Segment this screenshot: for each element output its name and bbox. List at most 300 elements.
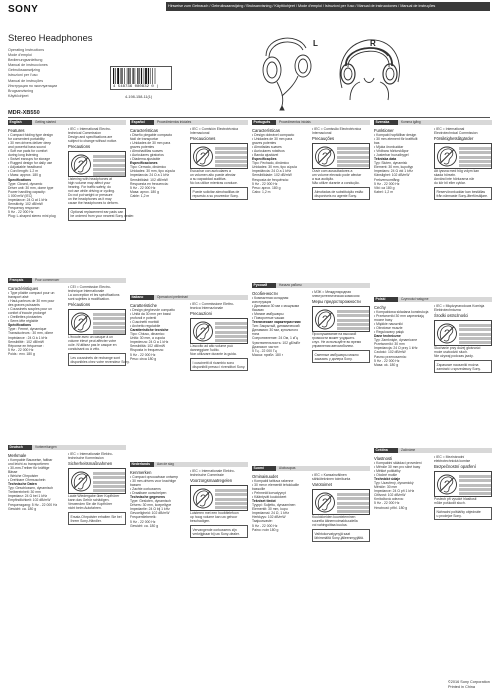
warning-line [459,160,491,163]
text-line: Verwenden Sie die Kopfhörer [68,502,113,507]
text-line: Treibereinheit: 30 mm [8,490,41,495]
text-line: Do not put weight or pressure [68,193,113,198]
language-header [374,120,492,125]
text-line: a su capacidad auditiva. [190,177,227,182]
text-line: skada hörseln. [434,173,457,178]
language-name: Русский [252,283,276,288]
warning-line [215,156,247,159]
text-line: op hoog volume kan uw gehoor [190,515,238,520]
text-line: • Měniče 30 mm pro silné basy [374,465,421,470]
text-line: L'écoute avec un casque à un [68,335,113,340]
text-line: 5 Hz - 22 000 Hz [374,358,400,363]
right-text-column [312,127,370,200]
text-line: • Mass: approx. 180 g [8,173,41,178]
text-line: Cable: 1,2 m [130,193,150,198]
text-line: Taajuusvaste: [252,519,273,524]
language-name: Suomi [252,466,276,471]
text-line: Impedanz: 24 Ω bei 1 kHz [8,494,48,499]
section-heading: Funktioner [374,128,394,133]
text-line: • Мягкие амбушюры [252,312,284,317]
text-line: • Kompaktowa składana konstrukcja [374,310,429,314]
warning-line [337,323,369,326]
warning-box [190,485,248,511]
right-text-column [312,290,370,363]
warning-line [215,160,247,163]
text-line: Sensibilité : 102 dB/mW [8,339,44,344]
warning-line [459,475,491,478]
language-name: Deutsch [8,445,32,450]
hearing-warning-icon [193,488,213,509]
text-line: • Design dobrável compacto [252,133,295,137]
note-box [190,525,248,538]
top-language-strip: Hinweise zum Gebrauch / Gebruiksaanwijzing / Bruksanvisning / Käyttöohjeet / Mode d'emploi / Istruzioni per l'uso / Manual de instrucciones / Manual de instruções [166,2,490,11]
text-line: Чувствительность: 102 дБ/мВт [252,340,301,345]
text-line: Citlivost: 102 dB/mW [374,493,406,498]
text-line: Hmotnost: přibl. 180 g [374,505,408,510]
note-box [434,507,492,520]
warning-text [459,474,491,497]
note-box [68,512,126,525]
warning-box [434,471,492,497]
left-text-column [374,304,429,367]
text-line: Czułość: 102 dB/mW [374,350,406,355]
warning-line [337,327,369,330]
language-header [252,283,370,288]
warning-line [459,337,491,340]
text-line: Luisteren met een hoofdtelefoon [190,511,239,516]
text-line: • Archetto regolabile [130,324,161,329]
right-text-column [68,285,130,366]
language-topic: Komma igång [401,120,421,124]
left-text-column [130,127,185,198]
text-line: Masa: aprox. 180 g [130,189,160,194]
warning-line [337,510,369,513]
subheading: Specifications [8,177,31,182]
text-line: subject to change without notice. [68,139,118,144]
hearing-warning-icon [193,321,213,342]
note-line: Almofadas de substituição estão [314,189,364,194]
text-line: Vikt: ca 180 g [374,185,395,190]
note-line: disponibili presso i rivenditori Sony. [192,364,246,369]
text-line: Gevoeligheid: 102 dB/mW [130,511,170,516]
note-line: Zapasowe nauszniki można [436,362,479,367]
text-line: • IEC = Międzynarodowa Komisja [434,304,485,308]
warning-line [459,324,491,327]
text-line: Impedancia: 24 Ω a 1 kHz [130,173,170,178]
text-line: Impedanssi: 24 Ω, 1 kHz [252,511,290,516]
language-header [130,295,248,300]
warning-box [312,489,370,515]
section-heading: Kenmerken [130,470,152,475]
document-title: Stereo Headphones [8,33,93,44]
note-line: Ihrem Sony-Händler. [70,518,102,523]
language-section [252,120,370,198]
text-line: Att lyssna med hög volym kan [434,169,480,174]
language-name: English [8,120,32,125]
text-line: Listening with headphones at [68,177,112,182]
warning-line [215,498,247,501]
text-line: um volume elevado pode afectar [312,173,362,178]
text-line: 5 Гц - 22 000 Гц [252,348,277,353]
language-section [130,120,248,198]
text-line: 5 Hz - 22 000 Hz [252,523,278,528]
text-line: Sensibilità: 102 dB/mW [130,344,166,349]
section-heading: Меры предосторожности [312,299,361,305]
text-line: • IEC = Internationale Elektro- [68,452,113,456]
text-line: • 30 mm drivers deliver deep [8,141,52,146]
subheading: Caratteristiche tecniche [130,328,169,333]
text-line: • Поворотные чашки [252,316,285,321]
text-line: • Przetworniki 30 mm zapewniają [374,314,424,319]
hearing-warning-icon [71,154,91,175]
text-line: Type: Gesloten, dynamisch [130,499,171,504]
text-line: басами [252,308,264,313]
text-line: Tipo: Chiuso, dinamico [130,332,165,337]
text-line: • Justerbar huvudbygel [374,153,409,158]
op-line: Bedienungsanleitung [8,58,43,63]
text-line: • Unidades de 30 mm para [130,141,171,146]
text-line: Sensitivity: 102 dB/mW [8,201,43,206]
barcode-icon [113,68,169,84]
note-line: Optional replacement ear pads can [70,210,124,215]
text-line: Escuchar con auriculares a [190,169,231,174]
op-line: Gebruiksaanwijzing [8,68,40,73]
text-line: • IEC = International Electro- [68,127,111,131]
warning-line [93,317,125,320]
text-line: Impedenza: 24 Ω a 1 kHz [130,340,169,345]
text-line: Диапазон частот: [252,344,280,349]
text-line: des graves puissants [8,303,40,308]
section-heading: Features [8,128,25,133]
text-line: nicht beim Autofahren. [68,506,102,511]
text-line: beschadigen. [190,519,211,524]
hearing-warning-icon [193,146,213,167]
footer-info [448,680,490,689]
note-box [434,187,492,200]
text-line: Peso: aprox. 180 g [252,185,281,190]
language-name: Nederlands [130,462,154,467]
warning-line [215,147,247,150]
text-line: Resposta de frequência: [252,177,289,182]
text-line: Typ: Geschlossen, dynamisch [8,486,54,491]
right-text-column [434,127,492,200]
text-line: Сопротивление: 24 Ом, 1 кГц [252,336,299,341]
text-line: • Otočné mušle [374,473,398,478]
warning-line [459,164,491,167]
warning-line [215,489,247,492]
warning-text [93,154,125,177]
text-line: • Kääntyvät kuulokkeet [252,495,287,500]
hearing-warning-icon [315,309,335,330]
text-line: a sua audição. [312,177,335,182]
warning-line [215,151,247,154]
text-line: • Swivel earcups for storage [8,157,51,162]
text-line: • Miękkie nauszniki [374,322,403,327]
text-line: • Adjustable headband [8,165,42,170]
section-heading: Sicherheitsmaßnahmen [68,461,113,467]
language-section [8,120,135,219]
note-line: Reservöronkuddar kan beställas [436,189,486,194]
warning-line [215,506,247,509]
text-line: graves potentes [252,141,277,146]
text-line: • Auriculares rotativos [252,149,285,154]
text-line: Tipo: Fechado, dinâmico [252,161,290,166]
part-number: 4-198-158-11(1) [125,95,153,99]
note-line: I cuscinetti di ricambio sono [192,360,235,365]
text-line: • Haut-parleurs de 30 mm pour [8,299,55,304]
text-line: 5 Hz - 22 000 Hz [130,352,156,357]
section-heading: Precauciones [190,136,216,142]
language-name: Français [8,278,32,283]
text-line: • МЭК = Международная [312,290,351,294]
text-line: Não utilize durante a condução. [312,181,360,186]
warning-text [459,323,491,346]
language-name: Čeština [374,448,398,453]
note-box [434,360,492,373]
warning-text [337,309,369,332]
text-line: Тип: Закрытый, динамический [252,324,300,329]
section-heading: Bezpečnostní opatření [434,464,476,470]
warning-line [215,331,247,334]
language-topic: Getting started [35,120,56,124]
text-line: Paino: noin 180 g [252,527,279,532]
warning-box [68,151,126,177]
text-line: Bässe [8,470,18,475]
left-text-column [8,452,63,511]
subheading: Especificações [252,157,277,162]
text-line: • IEC = Comisión Electrotécnica [190,127,239,131]
warning-line [215,339,247,342]
language-header [8,445,126,450]
text-line: może uszkodzić słuch. [434,350,468,355]
warning-line [93,472,125,475]
left-text-column [130,469,185,528]
warning-box [434,143,492,169]
text-line: volume élevé peut affecter votre [68,339,117,344]
text-line: • IEC = Commissione Elettro- [190,302,235,306]
note-line: Náhradní polštářky objednáte [436,509,481,514]
hearing-warning-icon [437,474,457,495]
footer-printed: Printed in China [448,684,476,689]
subheading: Dane techniczne [374,334,401,339]
text-line: • Mjuka öronkuddar [374,145,404,150]
op-line: Brugsanvisning [8,88,34,93]
text-line: conduisant ou à vélo. [68,347,101,352]
text-line: типа [252,332,260,337]
text-line: • Type pliable compact pour un [8,291,55,295]
note-line: Vervangende oorkussens zijn [192,527,237,532]
note-line: be ordered from your nearest Sony dealer. [70,214,135,219]
text-line: • Kompaktní skládací provedení [374,461,422,465]
section-heading: Особенности [252,291,278,296]
text-line: Impedance: 24 Ω při 1 kHz [374,489,415,494]
operating-instructions-list [8,48,104,99]
warning-line [459,328,491,331]
text-line: Impédance : 24 Ω à 1 kHz [8,335,48,340]
section-heading: Precautions [68,144,91,150]
right-text-column [68,127,135,221]
text-line: • Compact folding type design [8,133,53,137]
text-line: confort d'écoute prolongé [8,311,47,316]
text-line: Använd inte hörlurarna när [434,177,475,182]
right-text-column [434,304,492,373]
op-line: Manual de instruções [8,78,44,83]
text-line: ouïe. N'utilisez pas le casque en [68,343,117,348]
language-topic: Začínáme [401,448,416,452]
language-header [130,120,248,125]
warning-line [337,506,369,509]
text-line: • Unità da 30 mm per bassi [130,312,171,317]
text-line: sähkötekninen toimikunta [312,477,351,482]
text-line: 5 Hz - 22 000 Hz [130,519,156,524]
text-line: bassen [130,483,141,488]
text-line: Typ: Uzavřený, dynamický [374,481,414,486]
note-box [312,187,370,200]
language-section [374,120,492,198]
note-line: u prodejce Sony. [436,513,462,518]
section-heading: Vlastnosti [374,456,393,461]
text-line: Peso: circa 180 g [130,356,157,361]
warning-line [459,341,491,344]
text-line: Poslech při vysoké hlasitosti [434,497,477,502]
text-line: Respuesta en frecuencia: [130,181,169,186]
text-line: Typ: Zamknięte, dynamiczne [374,338,418,343]
text-line: Měniče: 30 mm [374,485,398,490]
warning-line [337,319,369,322]
warning-box [190,318,248,344]
warning-line [93,326,125,329]
note-line: Les coussinets de rechange sont [70,355,121,360]
note-box [312,529,370,542]
note-box [190,187,248,200]
language-header [252,120,370,125]
warning-text [459,146,491,169]
text-line: Internacional [190,131,210,136]
text-line: může poškodit sluch. [434,501,466,506]
text-line: Elementit: 30 mm, kupu [252,507,288,512]
text-line: 1 000 mW (IEC) [8,193,33,198]
label-right: R [370,39,376,48]
text-line: kann das Gehör schädigen. [68,498,110,503]
warning-line [337,502,369,505]
section-heading: Środki ostrożności [434,313,469,319]
text-line: • Banda ajustável [252,153,279,158]
text-line: Cabo: 1,2 m [252,189,271,194]
note-line: verkrijgbaar bij uw Sony-dealer. [192,531,240,536]
text-line: Electrotechnical Commission [434,131,478,136]
text-line: Non utilizzare durante la guida. [190,352,237,357]
language-topic: Aloitusopas [279,466,296,470]
language-header [8,278,126,283]
text-line: • Oreillettes pivotantes [8,315,42,320]
text-line: • Auriculares giratorios [130,153,164,158]
text-line: hearing. For traffic safety, do [68,185,111,190]
section-heading: Merkmale [8,453,27,458]
language-name: Español [130,120,154,125]
text-line: technische Commissie [190,473,224,478]
text-line: Impedancja: 24 Ω przy 1 kHz [374,346,418,351]
op-line: Manual de instrucciones [8,63,48,68]
hearing-warning-icon [71,471,91,492]
text-line: Type: Closed, dynamic [8,181,43,186]
text-line: • IEC = Comissão Electrotécnica [312,127,361,131]
subheading: Spécifications [8,323,31,328]
language-section [252,466,370,540]
warning-line [459,484,491,487]
left-text-column [252,127,307,194]
text-line: • 30 mm-drivers voor krachtige [130,479,177,484]
warning-text [215,488,247,511]
text-line: technical Commission [68,131,101,136]
right-text-column [434,455,492,520]
text-line: Tipo: Cerrado, dinámico [130,165,167,170]
text-line: technische Kommission [68,456,104,461]
text-line: on the headphones as it may [68,197,112,202]
text-line: • 30-mm-Treiber für kräftige [8,466,50,471]
right-text-column [190,127,248,200]
text-line: Transducteurs : 30 mm, dôme [8,331,54,336]
note-box [312,350,370,363]
text-line: • Vridbara hörlurskåpor [374,149,409,154]
warning-text [93,471,125,494]
language-topic: Vorbereitungen [35,445,57,449]
text-line: du kör bil eller cyklar. [434,181,466,186]
language-topic: Начало работы [279,283,302,287]
warning-line [93,322,125,325]
warning-line [215,493,247,496]
warning-text [215,321,247,344]
warning-line [459,151,491,154]
left-text-column [8,127,63,218]
warning-line [337,493,369,496]
text-line: • IEC = Mezinárodní [434,455,465,459]
note-line: från närmaste Sony-återförsäljare. [436,193,488,198]
text-line: und leicht zu transportieren [8,462,49,467]
section-heading: Ominaisuudet [252,474,278,479]
note-line: Ersatz-Ohrpolster erhalten Sie bei [70,514,122,519]
text-line: La conception et les spécifications [68,293,120,298]
warning-line [93,313,125,316]
warning-line [337,314,369,317]
text-line: mocne basy [374,318,393,323]
note-line: disponibles chez votre revendeur Sony. [70,359,130,364]
text-line: un volumen alto puede afectar [190,173,236,178]
note-line: Сменные амбушюры можно [314,352,359,357]
warning-line [337,164,369,167]
section-heading: Precauções [312,136,335,142]
text-line: high volume may affect your [68,181,111,186]
op-line: Mode d'emploi [8,53,32,58]
section-heading: Varotoimet [312,482,332,488]
text-line: not use while driving or cycling. [68,189,115,194]
language-topic: Pour commencer [35,278,60,282]
warning-line [337,156,369,159]
warning-box [190,143,248,169]
warning-text [215,146,247,169]
text-line: • Design pieghevole compatto [130,308,175,312]
language-name: Italiano [130,295,154,300]
text-line: • Динамики 30 мм с мощными [252,304,300,309]
text-line: Sensibilidad: 102 dB/mW [130,177,168,182]
op-line: Istruzioni per l'uso [8,73,38,78]
text-line: 5 Hz - 22 000 Hz [252,181,278,186]
hearing-warning-icon [71,312,91,333]
subheading: Technische gegevens [130,495,165,500]
text-line: Typ: Sluten, dynamisk [374,161,408,166]
warning-line [93,489,125,492]
language-topic: Aan de slag [157,462,174,466]
text-line: Pasmo przenoszenia: [374,354,407,359]
